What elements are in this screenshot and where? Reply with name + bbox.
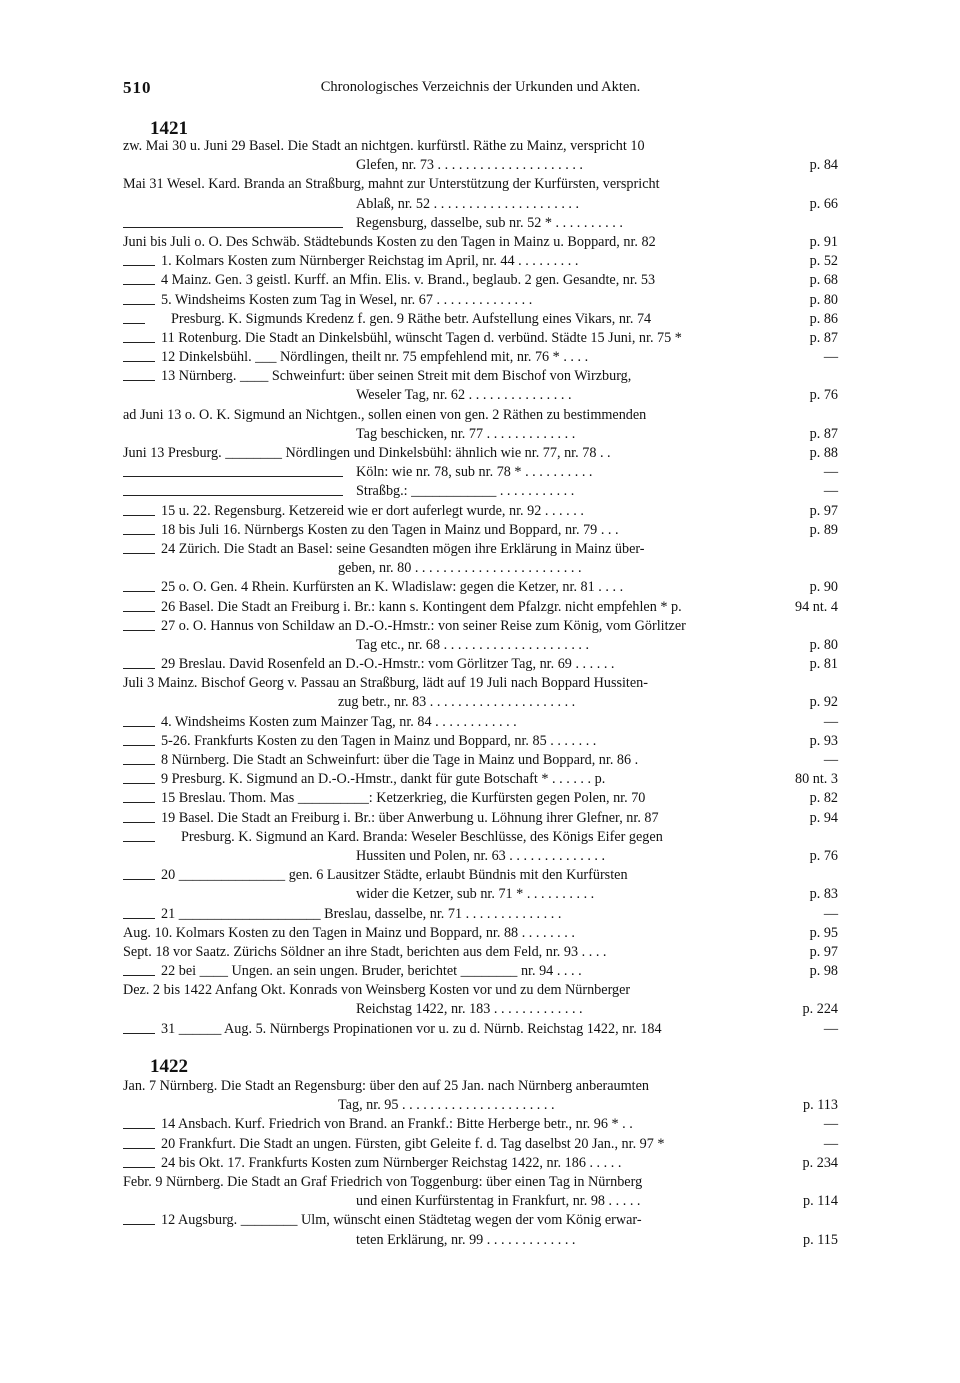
page-reference: p. 113 [803, 1097, 838, 1114]
entry-line [123, 770, 838, 789]
entry-text: Jan. 7 Nürnberg. Die Stadt an Regensburg: über den auf 25 Jan. nach Nürnberg anberaumten [123, 1078, 649, 1094]
year-heading-1422: 1422 [150, 1056, 188, 1077]
entry-line [123, 482, 838, 501]
entry-text: 21 ____________________ Breslau, dasselbe, nr. 71 . . . . . . . . . . . . . . [161, 905, 562, 922]
page-reference: 80 nt. 3 [795, 771, 838, 788]
page-reference: p. 234 [802, 1154, 838, 1171]
entry-line [123, 578, 838, 597]
page-reference: p. 84 [809, 157, 838, 174]
entry-line [123, 1115, 838, 1134]
page-reference: p. 81 [809, 656, 838, 673]
entry-line [123, 1096, 838, 1115]
page-reference: p. 86 [809, 310, 838, 327]
ditto-rule [123, 1118, 155, 1129]
page-reference: p. 97 [809, 943, 838, 960]
entry-line [123, 502, 838, 521]
entry-text: Juni 13 Presburg. ________ Nördlingen und Dinkelsbühl: ähnlich wie nr. 77, nr. 78 . . [123, 445, 611, 461]
page-reference: — [823, 1116, 838, 1133]
entry-text: 12 Dinkelsbühl. ___ Nördlingen, theilt nr. 75 empfehlend mit, nr. 76 * . . . . [161, 349, 589, 366]
entry-text: Mai 31 Wesel. Kard. Branda an Straßburg, mahnt zur Unterstützung der Kurfürsten, verspricht [123, 176, 660, 193]
entry-text: Febr. 9 Nürnberg. Die Stadt an Graf Friedrich von Toggenburg: über einen Tag in Nürnberg [123, 1173, 643, 1190]
page-reference: p. 95 [809, 924, 838, 941]
entry-line [123, 617, 838, 636]
entry-text: 12 Augsburg. ________ Ulm, wünscht einen Städtetag wegen der vom König erwar- [161, 1212, 642, 1229]
entry-text: geben, nr. 80 . . . . . . . . . . . . . . . . . . . . . . . . [338, 560, 582, 577]
ditto-rule [123, 965, 155, 976]
entry-line [123, 195, 838, 214]
page-reference: p. 115 [803, 1231, 838, 1248]
entry-text: Tag etc., nr. 68 . . . . . . . . . . . . . . . . . . . . . [356, 636, 590, 653]
entry-line [123, 905, 838, 924]
ditto-rule [123, 274, 155, 285]
page-reference: p. 98 [809, 963, 838, 980]
page-reference: p. 52 [809, 253, 838, 270]
page-reference: p. 97 [809, 502, 838, 519]
entry-text: 8 Nürnberg. Die Stadt an Schweinfurt: über die Tage in Mainz und Boppard, nr. 86 . [161, 752, 639, 768]
page-reference: p. 76 [809, 387, 838, 404]
page-reference: — [823, 1135, 838, 1152]
ditto-rule [123, 370, 155, 381]
entry-line [123, 1154, 838, 1173]
entry-text: Glefen, nr. 73 . . . . . . . . . . . . . . . . . . . . . [356, 157, 583, 174]
ditto-rule [123, 754, 155, 765]
page-reference: p. 92 [809, 694, 838, 711]
entry-text: Regensburg, dasselbe, sub nr. 52 * . . . . . . . . . . [356, 214, 623, 231]
entry-text: teten Erklärung, nr. 99 . . . . . . . . . . . . . [356, 1231, 576, 1248]
entry-text: 31 ______ Aug. 5. Nürnbergs Propinationen vor u. zu d. Nürnb. Reichstag 1422, nr. 184 [161, 1020, 662, 1037]
entry-text: und einen Kurfürstentag in Frankfurt, nr. 98 . . . . . [356, 1193, 641, 1210]
entry-text: 15 Breslau. Thom. Mas __________: Ketzerkrieg, die Kurfürsten gegen Polen, nr. 70 [161, 790, 646, 807]
entry-text: 22 bei ____ Ungen. an sein ungen. Bruder, berichtet ________ nr. 94 . . . . [161, 963, 582, 980]
entry-text: Tag, nr. 95 . . . . . . . . . . . . . . . . . . . . . . [338, 1097, 555, 1114]
entry-line [123, 214, 838, 233]
ditto-rule [123, 1214, 155, 1225]
entry-text: zw. Mai 30 u. Juni 29 Basel. Die Stadt an nichtgen. kurfürstl. Räthe zu Mainz, verspricht 10 [123, 138, 645, 154]
ditto-rule [123, 812, 155, 823]
entry-line [123, 1173, 838, 1192]
entry-line [123, 310, 838, 329]
page-reference: p. 90 [809, 579, 838, 596]
entry-line [123, 847, 838, 866]
page-reference: p. 80 [809, 636, 838, 653]
page-reference: — [823, 752, 838, 768]
entry-line [123, 732, 838, 751]
ditto-rule [123, 581, 155, 592]
page-reference: p. 68 [809, 272, 838, 289]
entry-line [123, 693, 838, 712]
entry-line [123, 367, 838, 386]
entry-text: 20 Frankfurt. Die Stadt an ungen. Fürsten, gibt Geleite f. d. Tag daselbst 20 Jan., nr. 97 * [161, 1135, 665, 1152]
entry-line [123, 156, 838, 175]
entry-line [123, 252, 838, 271]
entry-text: 9 Presburg. K. Sigmund an D.-O.-Hmstr., dankt für gute Botschaft * . . . . . . p. [161, 771, 606, 788]
entry-text: Dez. 2 bis 1422 Anfang Okt. Konrads von Weinsberg Kosten vor und zu dem Nürnberger [123, 982, 631, 999]
entry-line [123, 981, 838, 1000]
ditto-rule [123, 1023, 155, 1034]
entry-line [123, 1231, 838, 1250]
entry-line [123, 1135, 838, 1154]
page-reference: p. 88 [809, 445, 838, 461]
entry-text: 4. Windsheims Kosten zum Mainzer Tag, nr. 84 . . . . . . . . . . . . [161, 713, 517, 730]
entry-line [123, 233, 838, 252]
entry-text: 11 Rotenburg. Die Stadt an Dinkelsbühl, wünscht Tagen d. verbünd. Städte 15 Juni, nr. 75 * [161, 329, 682, 346]
page-reference: — [823, 713, 838, 730]
entry-line [123, 348, 838, 367]
ditto-rule [123, 831, 155, 842]
entries-1422 [123, 1077, 838, 1250]
entry-text: 5-26. Frankfurts Kosten zu den Tagen in Mainz und Boppard, nr. 85 . . . . . . . [161, 732, 597, 749]
page-reference: — [823, 905, 838, 922]
entry-text: ad Juni 13 o. O. K. Sigmund an Nichtgen., sollen einen von gen. 2 Räthen zu bestimmenden [123, 406, 647, 423]
ditto-rule [123, 658, 155, 669]
entry-line [123, 751, 838, 770]
entry-line [123, 1211, 838, 1230]
page-reference: — [823, 1020, 838, 1037]
page-reference: p. 224 [802, 1001, 838, 1018]
entry-line [123, 789, 838, 808]
entry-line [123, 674, 838, 693]
ditto-rule [123, 869, 155, 880]
ditto-rule [123, 255, 155, 266]
ditto-rule-long [123, 217, 343, 228]
page-reference: — [823, 464, 838, 481]
running-title: Chronologisches Verzeichnis der Urkunden und Akten. [320, 79, 641, 95]
entry-text: Straßbg.: ____________ . . . . . . . . . . . [356, 483, 575, 500]
entry-line [123, 1020, 838, 1039]
entry-text: 20 _______________ gen. 6 Lausitzer Städte, erlaubt Bündnis mit den Kurfürsten [161, 867, 628, 884]
ditto-rule [123, 1157, 155, 1168]
entry-line [123, 1192, 838, 1211]
entry-text: Ablaß, nr. 52 . . . . . . . . . . . . . . . . . . . . . [356, 195, 580, 212]
page-reference: 94 nt. 4 [795, 598, 838, 615]
entry-line [123, 943, 838, 962]
page-reference: p. 76 [809, 847, 838, 864]
entry-text: 13 Nürnberg. ____ Schweinfurt: über seinen Streit mit dem Bischof von Wirzburg, [161, 368, 632, 385]
entry-text: wider die Ketzer, sub nr. 71 * . . . . . . . . . . [356, 886, 595, 903]
ditto-rule [123, 294, 155, 305]
ditto-rule [123, 1138, 155, 1149]
entry-line [123, 559, 838, 578]
entry-text: 19 Basel. Die Stadt an Freiburg i. Br.: über Anwerbung u. Löhnung ihrer Glefner, nr. 87 [161, 809, 659, 826]
entry-text: Reichstag 1422, nr. 183 . . . . . . . . . . . . . [356, 1001, 583, 1018]
entry-line [123, 598, 838, 617]
entry-line [123, 425, 838, 444]
entry-text: 18 bis Juli 16. Nürnbergs Kosten zu den Tagen in Mainz und Boppard, nr. 79 . . . [161, 521, 619, 538]
page-reference: p. 91 [809, 233, 838, 250]
entry-text: 5. Windsheims Kosten zum Tag in Wesel, nr. 67 . . . . . . . . . . . . . . [161, 291, 533, 308]
entry-line [123, 866, 838, 885]
page-reference: — [823, 483, 838, 500]
page-reference: p. 87 [809, 329, 838, 346]
entry-line [123, 828, 838, 847]
entry-line [123, 1000, 838, 1019]
entry-line [123, 444, 838, 463]
ditto-rule [123, 543, 155, 554]
ditto-rule [123, 351, 155, 362]
entry-text: Hussiten und Polen, nr. 63 . . . . . . . . . . . . . . [356, 847, 606, 864]
page-reference: p. 87 [809, 425, 838, 442]
entries-1421 [123, 137, 838, 1039]
entry-line [123, 924, 838, 943]
entry-line [123, 463, 838, 482]
ditto-rule [123, 735, 155, 746]
entry-text: 24 bis Okt. 17. Frankfurts Kosten zum Nürnberger Reichstag 1422, nr. 186 . . . . . [161, 1154, 622, 1171]
page-number: 510 [123, 78, 152, 97]
entry-line [123, 329, 838, 348]
entry-text: 4 Mainz. Gen. 3 geistl. Kurff. an Mfin. Elis. v. Brand., beglaub. 2 gen. Gesandte, nr. 53 [161, 272, 656, 289]
ditto-rule-long [123, 485, 343, 496]
entry-text: 25 o. O. Gen. 4 Rhein. Kurfürsten an K. Wladislaw: gegen die Ketzer, nr. 81 . . . . [161, 579, 624, 596]
ditto-rule [123, 773, 155, 784]
entry-text: Presburg. K. Sigmund an Kard. Branda: Weseler Beschlüsse, des Königs Eifer gegen [181, 828, 663, 845]
entry-text: 26 Basel. Die Stadt an Freiburg i. Br.: kann s. Kontingent dem Pfalzgr. nicht empfehlen * p. [161, 598, 682, 615]
entry-text: zug betr., nr. 83 . . . . . . . . . . . . . . . . . . . . . [338, 694, 576, 711]
ditto-rule [123, 792, 155, 803]
entry-line [123, 713, 838, 732]
entry-text: Juli 3 Mainz. Bischof Georg v. Passau an Straßburg, lädt auf 19 Juli nach Boppard Hussiten- [123, 675, 648, 692]
entry-line [123, 809, 838, 828]
page-reference: p. 93 [809, 732, 838, 749]
entry-text: Tag beschicken, nr. 77 . . . . . . . . . . . . . [356, 425, 576, 442]
entry-line [123, 962, 838, 981]
entry-line [123, 137, 838, 156]
entry-line [123, 636, 838, 655]
ditto-rule [123, 601, 155, 612]
entry-line [123, 291, 838, 310]
ditto-rule [123, 716, 155, 727]
entry-line [123, 885, 838, 904]
page-reference: p. 66 [809, 195, 838, 212]
entry-text: Juni bis Juli o. O. Des Schwäb. Städtebunds Kosten zu den Tagen in Mainz u. Boppard, nr. 82 [123, 233, 656, 250]
entry-line [123, 521, 838, 540]
entry-text: Köln: wie nr. 78, sub nr. 78 * . . . . . . . . . . [356, 464, 593, 481]
page-reference: — [823, 349, 838, 366]
page-reference: p. 94 [809, 809, 838, 826]
ditto-rule [123, 620, 155, 631]
entry-text: 15 u. 22. Regensburg. Ketzereid wie er dort auferlegt wurde, nr. 92 . . . . . . [161, 502, 584, 519]
page-reference: p. 80 [809, 291, 838, 308]
entry-text: Presburg. K. Sigmunds Kredenz f. gen. 9 Räthe betr. Aufstellung eines Vikars, nr. 74 [171, 310, 652, 327]
ditto-rule [123, 908, 155, 919]
page-reference: p. 89 [809, 521, 838, 538]
ditto-rule-long [123, 466, 343, 477]
ditto-rule [123, 524, 155, 535]
entry-text: 14 Ansbach. Kurf. Friedrich von Brand. an Frankf.: Bitte Herberge betr., nr. 96 * . . [161, 1116, 633, 1133]
entry-text: 1. Kolmars Kosten zum Nürnberger Reichstag im April, nr. 44 . . . . . . . . . [161, 253, 579, 270]
running-header [123, 78, 838, 100]
year-heading-1421: 1421 [150, 118, 188, 139]
page-reference: p. 114 [803, 1193, 838, 1210]
ditto-rule [123, 505, 155, 516]
entry-line [123, 386, 838, 405]
entry-text: Weseler Tag, nr. 62 . . . . . . . . . . . . . . . [356, 387, 572, 404]
entry-text: 27 o. O. Hannus von Schildaw an D.-O.-Hmstr.: von seiner Reise zum König, vom Görlitzer [161, 617, 686, 634]
entry-line [123, 540, 838, 559]
page-reference: p. 82 [809, 790, 838, 807]
ditto-rule [123, 332, 155, 343]
entry-text: 29 Breslau. David Rosenfeld an D.-O.-Hmstr.: vom Görlitzer Tag, nr. 69 . . . . . . [161, 656, 615, 673]
entry-line [123, 271, 838, 290]
entry-text: Sept. 18 vor Saatz. Zürichs Söldner an ihre Stadt, berichten aus dem Feld, nr. 93 . . . . [123, 943, 607, 960]
ditto-rule [123, 313, 145, 324]
entry-line [123, 175, 838, 194]
page-reference: p. 83 [809, 886, 838, 903]
entry-line [123, 1077, 838, 1096]
entry-text: Aug. 10. Kolmars Kosten zu den Tagen in Mainz und Boppard, nr. 88 . . . . . . . . [123, 924, 575, 941]
entry-line [123, 655, 838, 674]
entry-text: 24 Zürich. Die Stadt an Basel: seine Gesandten mögen ihre Erklärung in Mainz über- [161, 540, 645, 557]
entry-line [123, 406, 838, 425]
